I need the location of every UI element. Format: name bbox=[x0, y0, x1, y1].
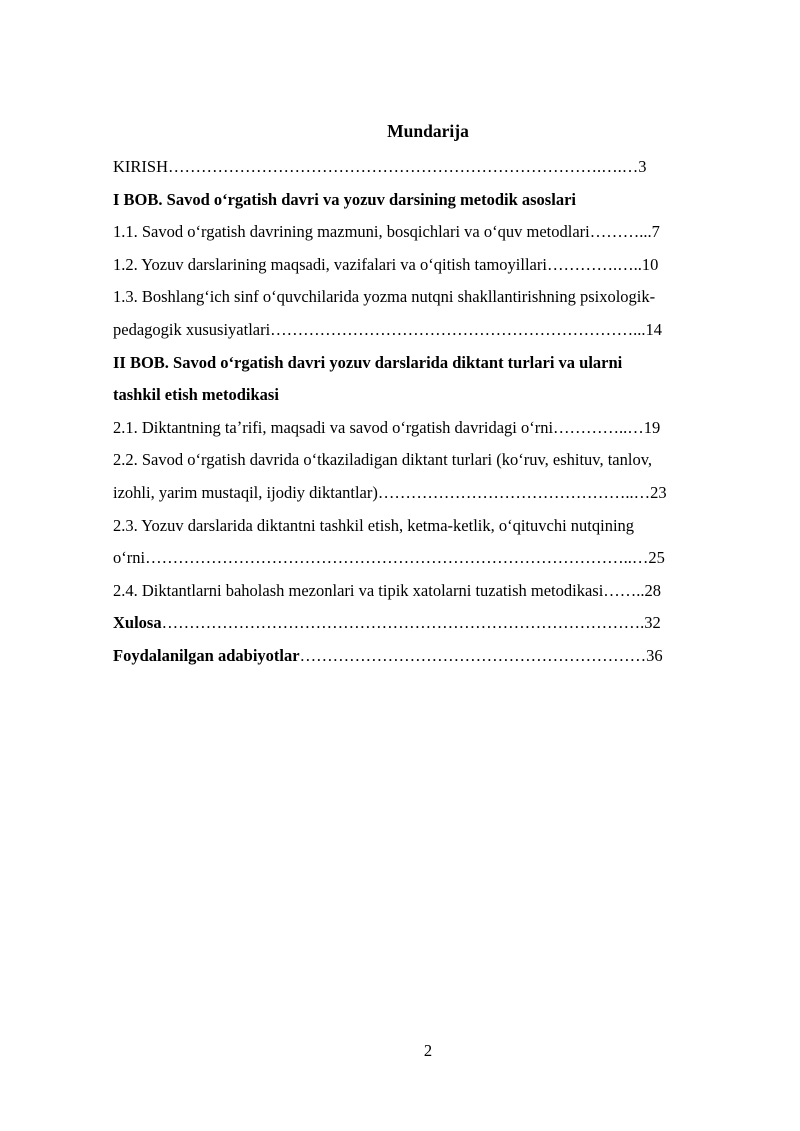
toc-entry-adabiyotlar bbox=[113, 640, 740, 673]
toc-entry-xulosa bbox=[113, 607, 740, 640]
toc-entry-adabiyotlar-label: Foydalanilgan adabiyotlar bbox=[113, 645, 300, 665]
toc-entry-1-3-cont: pedagogik xususiyatlari…………………………………………………………...14 bbox=[113, 319, 663, 339]
toc-entry-2-3: 2.3. Yozuv darslarida diktantni tashkil etish, ketma-ketlik, oʻqituvchi nutqining bbox=[113, 515, 635, 535]
toc-entry-2-2-cont: izohli, yarim mustaqil, ijodiy diktantlar)………………………………………..…23 bbox=[113, 482, 667, 502]
toc-chapter-2-heading: II BOB. Savod oʻrgatish davri yozuv darslarida diktant turlari va ularni bbox=[113, 352, 623, 372]
toc-entry-2-4: 2.4. Diktantlarni baholash mezonlari va tipik xatolarni tuzatish metodikasi……..28 bbox=[113, 580, 662, 600]
toc-entry-2-3-cont: oʻrni……………………………………………………………………………..…25 bbox=[113, 548, 665, 568]
toc-entry-2-1: 2.1. Diktantning taʼrifi, maqsadi va savod oʻrgatish davridagi oʻrni…………..…19 bbox=[113, 417, 661, 437]
toc-entry-xulosa-label: Xulosa bbox=[113, 613, 162, 633]
toc-chapter-2-heading-cont: tashkil etish metodikasi bbox=[113, 385, 279, 405]
toc-entry-1-2: 1.2. Yozuv darslarining maqsadi, vazifalari va oʻqitish tamoyillari………….…..10 bbox=[113, 254, 659, 274]
toc-entry-2-2: 2.2. Savod oʻrgatish davrida oʻtkaziladigan diktant turlari (koʻruv, eshituv, tanlov, bbox=[113, 450, 653, 470]
page-title: Mundarija bbox=[387, 121, 469, 141]
toc-entry-1-3: 1.3. Boshlangʻich sinf oʻquvchilarida yozma nutqni shakllantirishning psixologik- bbox=[113, 287, 656, 307]
toc-entry-adabiyotlar-leader: ………………………………………………………36 bbox=[299, 645, 663, 665]
toc-entry-kirish: KIRISH…………………………………………………………………….….…3 bbox=[113, 157, 647, 176]
toc-chapter-1-heading: I BOB. Savod oʻrgatish davri va yozuv darsining metodik asoslari bbox=[113, 189, 576, 209]
toc-entry-xulosa-leader: …………………………………………………………………………….32 bbox=[161, 613, 661, 633]
toc-entry-1-1: 1.1. Savod oʻrgatish davrining mazmuni, bosqichlari va oʻquv metodlari………...7 bbox=[113, 222, 660, 242]
page-number: 2 bbox=[423, 1041, 433, 1060]
table-of-contents bbox=[113, 151, 740, 673]
